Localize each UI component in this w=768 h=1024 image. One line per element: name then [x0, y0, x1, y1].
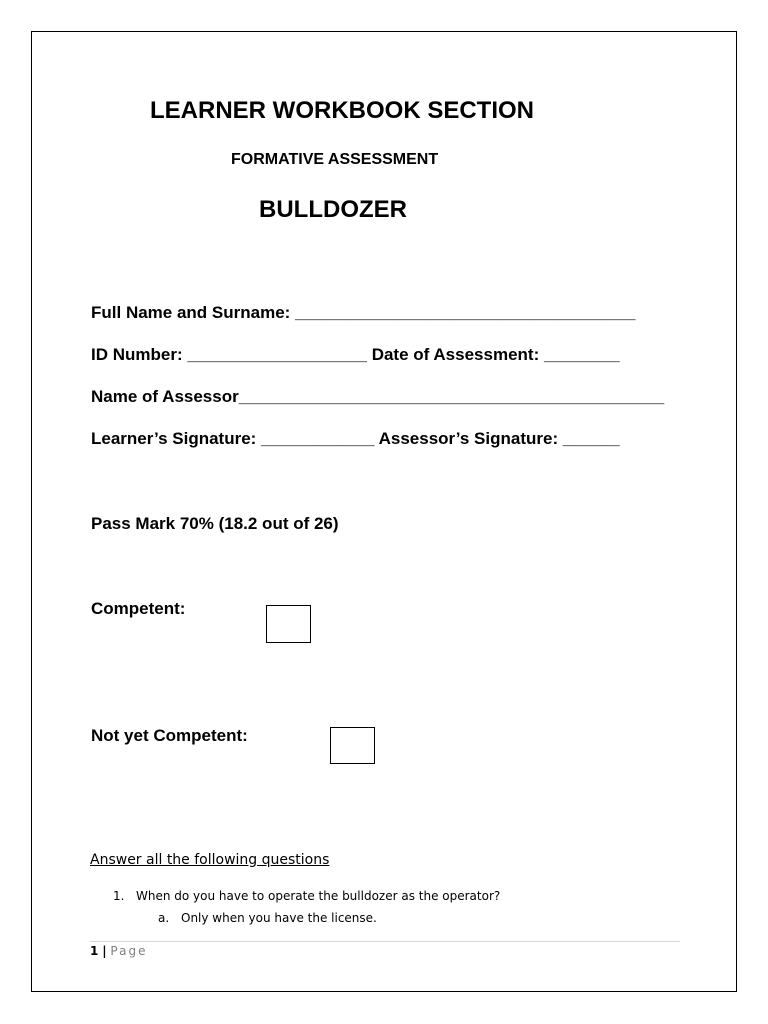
- document-page: [31, 31, 737, 992]
- assessor-name-field[interactable]: Name of Assessor_____________________________________________: [91, 387, 665, 406]
- option-text: Only when you have the license.: [181, 911, 377, 925]
- page-label: Page: [110, 944, 148, 958]
- option-letter: a.: [158, 911, 170, 925]
- not-yet-competent-label: Not yet Competent:: [91, 726, 248, 745]
- question-number: 1.: [113, 889, 125, 903]
- full-name-field[interactable]: Full Name and Surname: ____________________________________: [91, 303, 636, 322]
- id-date-field[interactable]: ID Number: ___________________ Date of Assessment: ________: [91, 345, 620, 364]
- page-footer: [90, 944, 147, 958]
- document-title: LEARNER WORKBOOK SECTION: [150, 97, 534, 124]
- not-yet-competent-checkbox[interactable]: [330, 727, 375, 764]
- instructions-heading: Answer all the following questions: [90, 852, 330, 868]
- page-separator: |: [102, 944, 107, 958]
- signatures-field[interactable]: Learner’s Signature: ____________ Assessor’s Signature: ______: [91, 429, 620, 448]
- competent-label: Competent:: [91, 599, 186, 618]
- page-number: 1: [90, 944, 99, 958]
- competent-checkbox[interactable]: [266, 605, 311, 643]
- footer-divider: [90, 941, 680, 942]
- question-text: When do you have to operate the bulldozer as the operator?: [136, 889, 501, 903]
- document-subtitle: FORMATIVE ASSESSMENT: [231, 151, 439, 168]
- document-topic: BULLDOZER: [259, 196, 407, 223]
- pass-mark: Pass Mark 70% (18.2 out of 26): [91, 514, 339, 533]
